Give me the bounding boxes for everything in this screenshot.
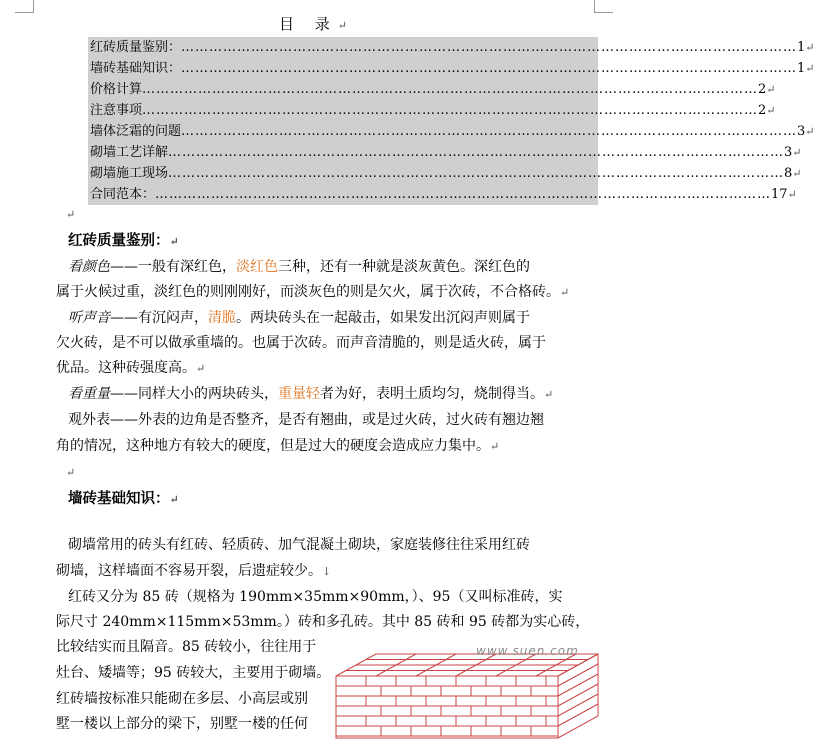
- toc-entry-label: 砌墙施工现场: [90, 166, 169, 181]
- paragraph-mark: ↵: [805, 62, 815, 75]
- toc-entry[interactable]: [88, 79, 776, 100]
- toc-entry-label: 注意事项: [90, 103, 143, 118]
- toc-entry[interactable]: [88, 184, 797, 205]
- paragraph-mark: ↵: [66, 466, 76, 479]
- toc-entry[interactable]: [88, 121, 815, 142]
- toc-entry-label: 红砖质量鉴别：: [90, 40, 182, 55]
- toc-entry-page: 17: [771, 187, 788, 202]
- paragraph-mark: ↵: [805, 41, 815, 54]
- toc-title: [0, 13, 634, 34]
- toc-title-text: 目 录: [279, 15, 338, 33]
- text-run: 者为好，表明土质均匀，烧制得当。: [320, 386, 544, 402]
- text-run: 墅一楼以上部分的梁下，别墅一楼的任何: [56, 716, 308, 732]
- paragraph-mark: ↵: [560, 286, 570, 299]
- paragraph-mark: ↵: [196, 362, 206, 375]
- paragraph-line: [56, 688, 308, 710]
- toc-entry-page: 2: [758, 82, 767, 97]
- toc-entry-label: 价格计算: [90, 82, 143, 97]
- watermark: www.suen.com: [476, 644, 579, 658]
- toc-entry-page: 1: [797, 40, 806, 55]
- toc-leader: ……………………………………………………………………………………………………………………: [181, 40, 798, 55]
- toc-entry-label: 墙砖基础知识：: [90, 61, 182, 76]
- toc-leader: ……………………………………………………………………………………………………………………: [142, 82, 759, 97]
- paragraph-mark: ↵: [544, 388, 554, 401]
- toc-entry-label: 砌墙工艺详解: [90, 145, 169, 160]
- paragraph-line: [68, 383, 553, 406]
- paragraph-mark: ↵: [787, 188, 797, 201]
- heading-text: 墙砖基础知识：: [68, 490, 170, 507]
- paragraph-mark: ↵: [337, 19, 355, 32]
- text-run: 。两块砖头在一起敲击，如果发出沉闷声则属于: [236, 310, 530, 326]
- toc-entry[interactable]: [88, 163, 802, 184]
- toc-entry-label: 墙体泛霜的问题: [90, 124, 182, 139]
- section-heading-red-brick: [68, 230, 179, 253]
- text-run: 观外表——外表的边角是否整齐，是否有翘曲，或是过火砖，过火砖有翘边翘: [68, 412, 544, 428]
- crop-mark-left: [15, 0, 34, 13]
- paragraph-line: [56, 357, 205, 380]
- highlight-text: 清脆: [208, 310, 236, 326]
- text-run: 红砖墙按标准只能砌在多层、小高层或别: [56, 691, 308, 707]
- toc-entry[interactable]: [88, 58, 815, 79]
- toc-entry-page: 8: [784, 166, 793, 181]
- paragraph-line: [68, 586, 562, 608]
- text-run: ——同样大小的两块砖头，: [110, 386, 278, 402]
- text-run: 际尺寸 240mm×115mm×53mm。）砖和多孔砖。其中 85 砖和 95 砖都为实心砖，: [56, 614, 590, 630]
- text-run: 比较结实而且隔音。85 砖较小，往往用于: [56, 639, 317, 655]
- toc-leader: ……………………………………………………………………………………………………………………: [168, 145, 785, 160]
- crop-mark-right: [594, 0, 613, 13]
- paragraph-line: [56, 435, 499, 458]
- toc-entry-label: 合同范本：: [90, 187, 156, 202]
- text-run: 欠火砖，是不可以做承重墙的。也属于次砖。而声音清脆的，则是适火砖，属于: [56, 335, 546, 351]
- toc-leader: ……………………………………………………………………………………………………………………: [142, 103, 759, 118]
- text-run: ——一般有深红色，: [110, 259, 236, 275]
- highlight-text: 淡红色: [236, 259, 278, 275]
- text-run: 砌墙常用的砖头有红砖、轻质砖、加气混凝土砌块，家庭装修往往采用红砖: [68, 537, 530, 553]
- text-run: 角的情况，这种地方有较大的硬度，但是过大的硬度会造成应力集中。: [56, 438, 490, 454]
- heading-text: 红砖质量鉴别：: [68, 232, 170, 249]
- paragraph-mark: ↵: [490, 440, 500, 453]
- paragraph-line: [68, 409, 544, 431]
- manual-line-break-mark: ↓: [322, 565, 332, 578]
- paragraph-line: [68, 534, 530, 556]
- toc-entry-page: 3: [797, 124, 806, 139]
- toc-leader: ……………………………………………………………………………………………………………………: [155, 187, 772, 202]
- paragraph-line: [68, 256, 530, 278]
- paragraph-line: [56, 713, 308, 735]
- toc-leader: ……………………………………………………………………………………………………………………: [181, 124, 798, 139]
- brick-wall-image: [336, 646, 626, 738]
- paragraph-mark: ↵: [766, 104, 776, 117]
- paragraph-mark: ↵: [792, 146, 802, 159]
- paragraph-line: [56, 662, 330, 684]
- term-label: 看颜色: [68, 259, 110, 275]
- text-run: 优品。这种砖强度高。: [56, 360, 196, 376]
- brick-wall-drawing: [336, 646, 626, 738]
- paragraph-mark: ↵: [169, 493, 179, 506]
- toc-entry-page: 1: [797, 61, 806, 76]
- paragraph-mark: ↵: [792, 167, 802, 180]
- paragraph-mark: ↵: [805, 125, 815, 138]
- paragraph-mark: ↵: [66, 208, 76, 221]
- paragraph-mark: ↵: [169, 235, 179, 248]
- toc-leader: ……………………………………………………………………………………………………………………: [168, 166, 785, 181]
- toc-entry-page: 2: [758, 103, 767, 118]
- paragraph-line: [56, 560, 331, 583]
- text-run: 灶台、矮墙等；95 砖较大，主要用于砌墙。: [56, 665, 331, 681]
- text-run: 三种，还有一种就是淡灰黄色。深红色的: [278, 259, 530, 275]
- toc-leader: ……………………………………………………………………………………………………………………: [181, 61, 798, 76]
- text-run: 红砖又分为 85 砖（规格为 190mm×35mm×90mm，）、95（又叫标准砖，实: [68, 589, 563, 605]
- text-run: ——有沉闷声，: [110, 310, 208, 326]
- toc-entry-page: 3: [784, 145, 793, 160]
- toc-entry[interactable]: [88, 37, 815, 58]
- paragraph-line: [56, 281, 569, 304]
- section-heading-wall-brick: [68, 488, 179, 511]
- toc-entry[interactable]: [88, 100, 776, 121]
- text-run: 属于火候过重，淡红色的则刚刚好，而淡灰色的则是欠火，属于次砖，不合格砖。: [56, 284, 560, 300]
- paragraph-line: [56, 636, 316, 658]
- paragraph-mark: ↵: [766, 83, 776, 96]
- term-label: 听声音: [68, 310, 110, 326]
- paragraph-line: [68, 307, 530, 329]
- toc-entry[interactable]: [88, 142, 802, 163]
- paragraph-line: [56, 611, 589, 633]
- text-run: 砌墙，这样墙面不容易开裂，后遗症较少。: [56, 563, 322, 579]
- paragraph-line: [56, 332, 546, 354]
- term-label: 看重量: [68, 386, 110, 402]
- highlight-text: 重量轻: [278, 386, 320, 402]
